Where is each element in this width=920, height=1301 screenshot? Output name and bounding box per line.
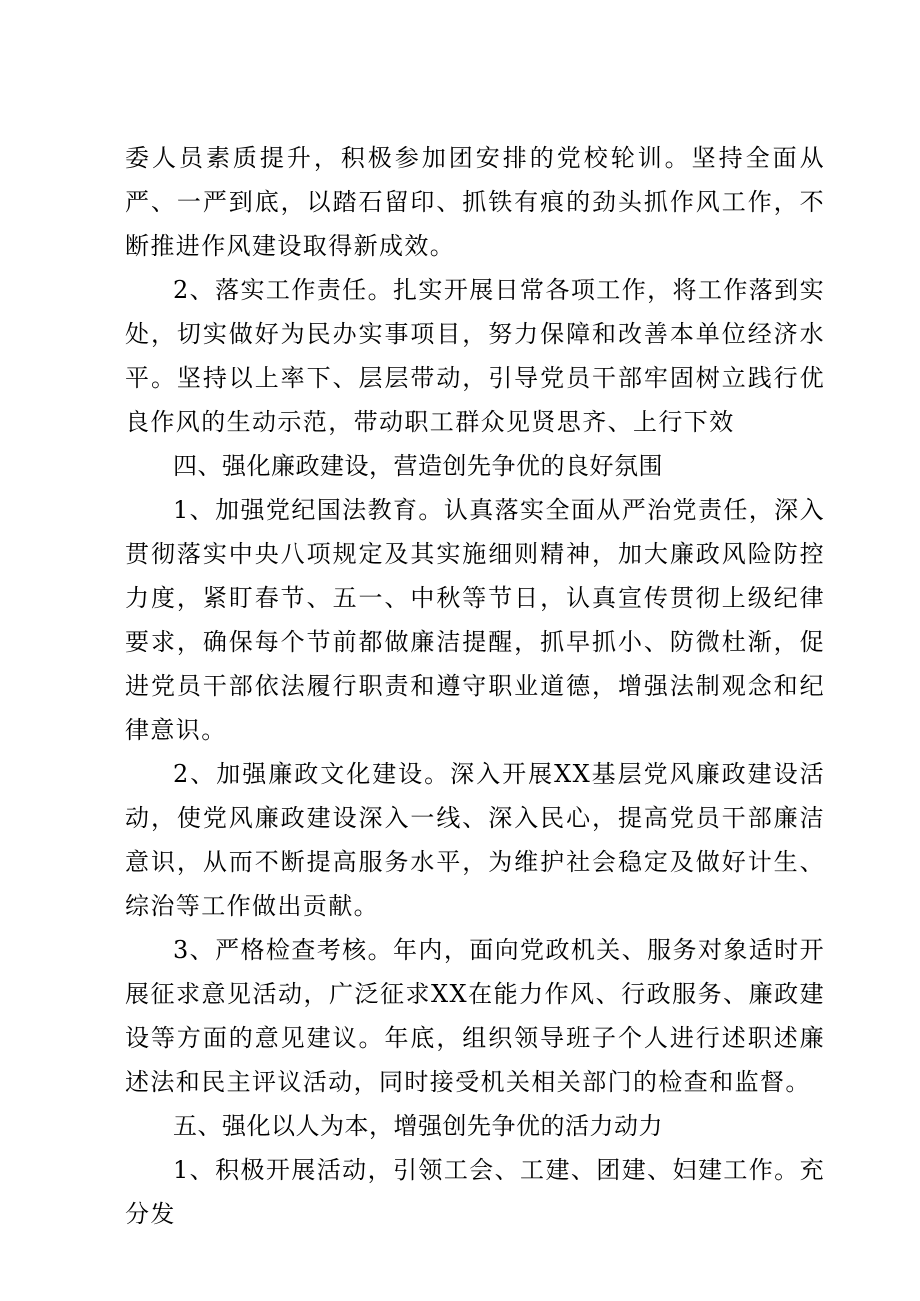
paragraph-discipline-education: 1、加强党纪国法教育。认真落实全面从严治党责任，深入贯彻落实中央八项规定及其实施细则精神，加大廉政风险防控力度，紧盯春节、五一、中秋等节日，认真宣传贯彻上级纪律要求，确保每个节前都做廉洁提醒，抓早抓小、防微杜渐，促进党员干部依法履行职责和遵守职业道德，增强法制观念和纪律意识。 (125, 496, 825, 744)
section-heading-5: 五、强化以人为本，增强创先争优的活力动力 (173, 1112, 663, 1140)
paragraph-work-responsibility: 2、落实工作责任。扎实开展日常各项工作，将工作落到实处，切实做好为民办实事项目，努力保障和改善本单位经济水平。坚持以上率下、层层带动，引导党员干部牢固树立践行优良作风的生动示范，带动职工群众见贤思齐、上行下效 (125, 276, 825, 436)
section-heading-4: 四、强化廉政建设，营造创先争优的良好氛围 (173, 452, 663, 480)
paragraph-activities: 1、积极开展活动，引领工会、工建、团建、妇建工作。充分发 (125, 1156, 825, 1228)
paragraph-integrity-culture: 2、加强廉政文化建设。深入开展XX基层党风廉政建设活动，使党风廉政建设深入一线、深入民心，提高党员干部廉洁意识，从而不断提高服务水平，为维护社会稳定及做好计生、综治等工作做出贡献。 (125, 760, 825, 920)
document-body (125, 136, 825, 1236)
paragraph-inspection: 3、严格检查考核。年内，面向党政机关、服务对象适时开展征求意见活动，广泛征求XX在能力作风、行政服务、廉政建设等方面的意见建议。年底，组织领导班子个人进行述职述廉述法和民主评议活动，同时接受机关相关部门的检查和监督。 (125, 936, 825, 1096)
paragraph-continuation: 委人员素质提升，积极参加团安排的党校轮训。坚持全面从严、一严到底，以踏石留印、抓铁有痕的劲头抓作风工作，不断推进作风建设取得新成效。 (125, 144, 825, 260)
